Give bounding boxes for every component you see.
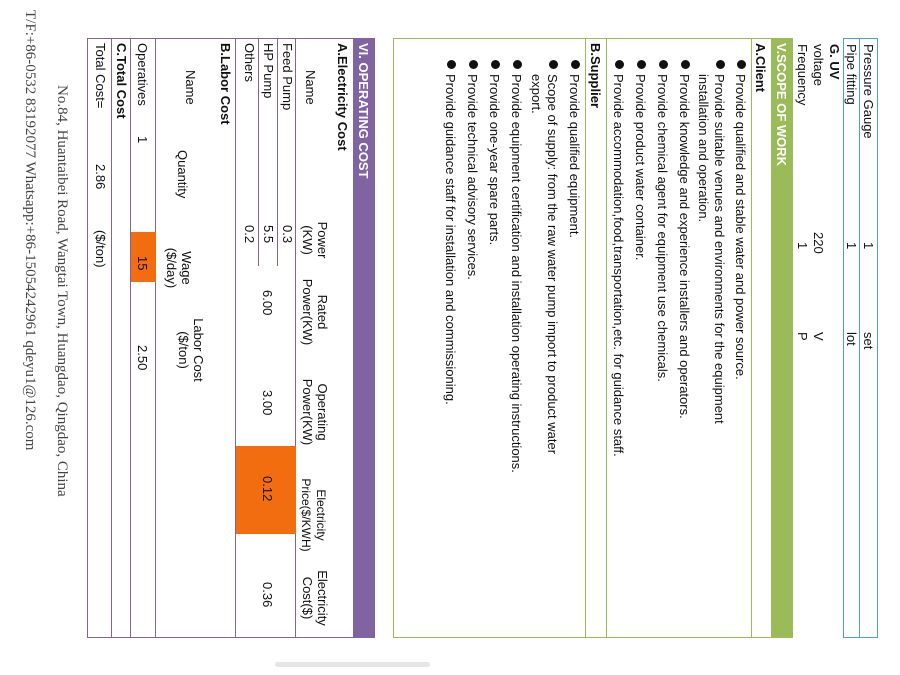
footer-contact: T/F:+86-0532 83192077 Whatsapp:+86-15054242961 qdeyu1@126.com [22,10,38,451]
elec-col-name: Name [303,70,318,105]
elec-col-operating-unit: Power(KW) [300,378,315,446]
section-divider [585,38,586,638]
labor-row-name: Operatives [135,43,150,106]
elec-row-power: 0.2 [242,225,257,244]
uv-name: voltage [811,44,826,86]
labor-row-quantity: 1 [135,136,150,144]
table-divider [859,38,860,638]
elec-col-operating: Operating [315,383,330,441]
table-divider [258,38,259,266]
total-unit: ($/ton) [93,230,108,268]
total-value: 2.86 [93,164,108,190]
equipment-qty: 1 [861,242,876,250]
labor-row-wage: 15 [135,256,150,271]
elec-row-power: 5.5 [261,225,276,244]
labor-col-wage-unit: ($/day) [164,247,179,289]
table-divider [277,38,278,266]
uv-heading: G. UV [827,44,842,80]
client-heading: A.Client [753,43,768,93]
labor-col-wage: Wage [179,251,194,285]
electricity-price-value: 0.12 [260,476,275,502]
supplier-item-continuation: export. [529,74,544,114]
rated-power-value: 6.00 [260,290,275,316]
elec-col-price-unit: Price($/KWH) [299,478,313,552]
labor-heading: B.Labor Cost [218,43,233,125]
elec-col-power: Power [315,221,330,259]
electricity-heading: A.Electricity Cost [335,43,350,151]
uv-qty: 220 [811,232,826,254]
operating-power-value: 3.00 [260,390,275,416]
total-label: Total Cost= [93,43,108,109]
uv-unit: V [811,332,826,341]
elec-row-name: HP Pump [261,43,276,99]
labor-col-name: Name [183,70,198,105]
scope-title: V.SCOPE OF WORK [774,43,789,167]
elec-col-rated: Rated [315,294,330,330]
table-divider [295,38,296,638]
uv-name: Frequency [795,44,810,106]
equipment-name: Pressure Gauge [861,44,876,139]
elec-col-power-unit: (KW) [300,225,315,255]
electricity-cost-value: 0.36 [260,582,275,608]
table-divider [155,38,156,638]
elec-row-name: Others [242,43,257,83]
section-divider [751,38,752,638]
elec-col-cost-unit: Cost($) [300,576,315,620]
labor-col-cost: Labor Cost [191,318,206,382]
elec-row-name: Feed Pump [280,43,295,111]
document-page: Pressure Gauge 1 set Pipe fitting 1 lot G. UV voltage 220 V Frequency 1 P V.SCOPE OF WORK A.Client Provide qualified and stable water and power source. Provide suitable venues and environments for the equipment installation and operation. Provide knowledge and experience installers and operators. Provide chemical agent for equipment use chemicals. Provide product water container. Provide accommodation,food,transportation,etc. for guidance staff. B.Supplier Provide qualified equipment. Scope of supply: from the raw water pump import to product water export. Provide equipment certification and installation operating instructions. Provide one-year spare parts. Provide technical advisory services. Provide guidance staff for installation and commissioning. VI. OPERATING COST A.Electricity Cost Name Power (KW) Rated Power(KW) Operating Power(KW) Electricity Price($/KWH) Electricity Cost($) Feed Pump 0.3 HP Pump 5.5 6.00 3.00 0.12 0.36 Others 0.2 B.Labor Cost Name Quantity Wage ($/day) Labor Cost ($/ton) Operatives 1 15 2.50 C.Total Cost Total Cost= 2.86 ($/ton) No.84, Huantaibei Road, Wangtai Town, Huangdao, Qingdao, China T/F:+86-0532 83192077 Whatsapp:+86-15054242961 qdeyu1@126.com [0,0,900,675]
uv-unit: P [795,332,810,341]
section-divider [606,38,607,638]
equipment-unit: lot [844,332,859,346]
equipment-name: Pipe fitting [844,44,859,105]
elec-col-price: Electricity [314,489,328,541]
labor-col-cost-unit: ($/ton) [176,331,191,369]
labor-col-quantity: Quantity [175,150,190,199]
client-item-continuation: installation and operation. [696,74,711,223]
supplier-heading: B.Supplier [588,43,603,109]
footer-address: No.84, Huantaibei Road, Wangtai Town, Huangdao, Qingdao, China [54,85,70,497]
elec-col-rated-unit: Power(KW) [300,278,315,346]
uv-qty: 1 [795,242,810,250]
table-divider [235,38,236,638]
total-heading: C.Total Cost [114,43,129,119]
table-divider [111,38,112,638]
equipment-qty: 1 [844,242,859,250]
horizontal-scrollbar[interactable] [275,662,430,667]
equipment-unit: set [861,332,876,350]
elec-col-cost: Electricity [315,570,330,626]
labor-row-cost: 2.50 [135,345,150,371]
elec-row-power: 0.3 [280,225,295,244]
operating-title: VI. OPERATING COST [356,43,371,179]
table-divider [130,38,131,638]
